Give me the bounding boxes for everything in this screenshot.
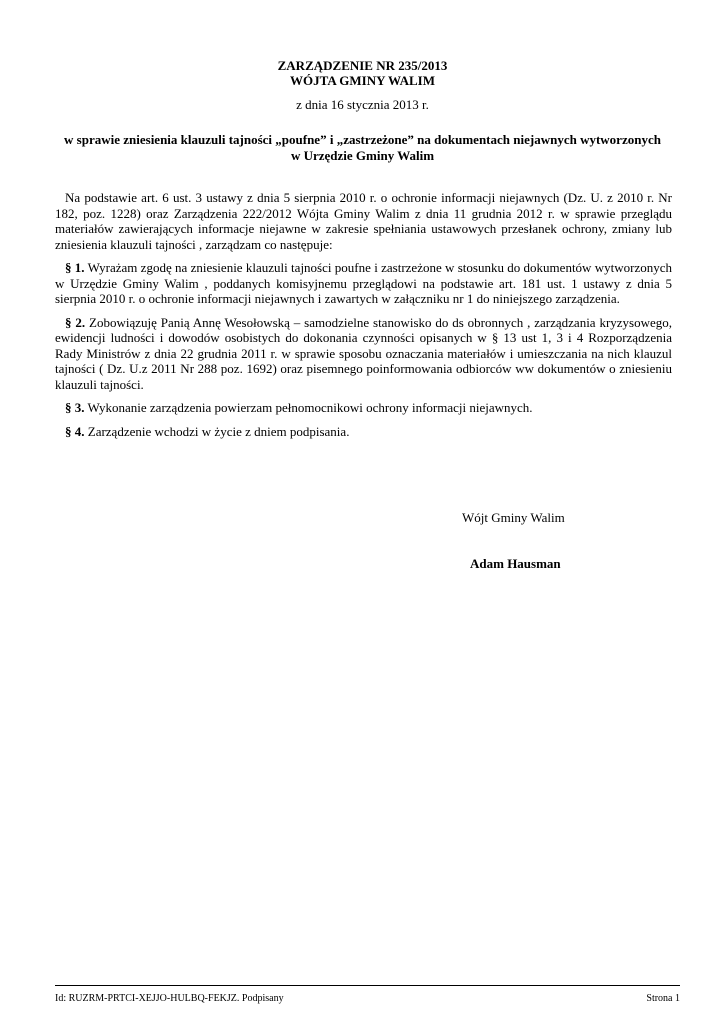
document-date: z dnia 16 stycznia 2013 r. <box>296 97 429 112</box>
section-1 <box>55 260 672 307</box>
section-2 <box>55 315 672 393</box>
section-4 <box>55 424 672 440</box>
signature-name: Adam Hausman <box>470 556 561 571</box>
section-4-label: § 4. <box>65 423 85 439</box>
document-title <box>0 58 725 88</box>
section-2-label: § 2. <box>65 314 86 330</box>
document-body <box>55 190 672 447</box>
title-line-1: ZARZĄDZENIE NR 235/2013 <box>277 58 448 73</box>
footer-document-id: Id: RUZRM-PRTCI-XEJJO-HULBQ-FEKJZ. Podpisany <box>55 993 284 1004</box>
document-subject <box>40 132 685 164</box>
section-4-text: Zarządzenie wchodzi w życie z dniem podpisania. <box>87 423 350 439</box>
footer-page-number: Strona 1 <box>646 993 680 1004</box>
footer-divider <box>55 985 680 986</box>
section-3-label: § 3. <box>65 400 85 415</box>
section-1-text: Wyrażam zgodę na zniesienie klauzuli tajności poufne i zastrzeżone w stosunku do dokumentów wytworzonych w Urzędzie Gminy Walim , poddanych komisyjnemu przeglądowi na podstawie art. 181 ust. 1 ustawy z dnia 5 sierpnia 2010 r. o ochronie informacji niejawnych i zawartych w załączniku nr 1 do niniejszego zarządzenia. <box>55 260 673 306</box>
signature-role: Wójt Gminy Walim <box>462 510 565 525</box>
section-1-label: § 1. <box>65 260 85 275</box>
subject-line-2: w Urzędzie Gminy Walim <box>290 148 435 163</box>
section-2-text: Zobowiązuję Panią Annę Wesołowską – samodzielne stanowisko do ds obronnych , zarządzania kryzysowego, ewidencji ludności i dowodów osobistych do dokonania czynności opisanych w § 13 ust 1, 3 i 4 Rozporządzenia Rady Ministrów z dnia 22 grudnia 2011 r. w sprawie sposobu oznaczania materiałów i umieszczania na nich klauzul tajności ( Dz. U.z 2011 Nr 288 poz. 1692) oraz pisemnego poinformowania odbiorców ww dokumentów o zniesieniu klauzuli tajności. <box>55 314 673 392</box>
title-line-2: WÓJTA GMINY WALIM <box>290 73 435 88</box>
section-3 <box>55 400 672 416</box>
section-3-text: Wykonanie zarządzenia powierzam pełnomocnikowi ochrony informacji niejawnych. <box>87 400 533 415</box>
subject-line-1: w sprawie zniesienia klauzuli tajności „poufne” i „zastrzeżone” na dokumentach niejawnych wytworzonych <box>64 132 661 147</box>
preamble-paragraph: Na podstawie art. 6 ust. 3 ustawy z dnia 5 sierpnia 2010 r. o ochronie informacji niejawnych (Dz. U. z 2010 r. Nr 182, poz. 1228) oraz Zarządzenia 222/2012 Wójta Gminy Walim z dnia 11 grudnia 2012 r. w sprawie przeglądu materiałów zawierających informacje niejawne w zakresie spełniania ustawowych przesłanek ochrony, zmiany lub zniesienia klauzuli tajności , zarządzam co następuje: <box>55 190 672 252</box>
